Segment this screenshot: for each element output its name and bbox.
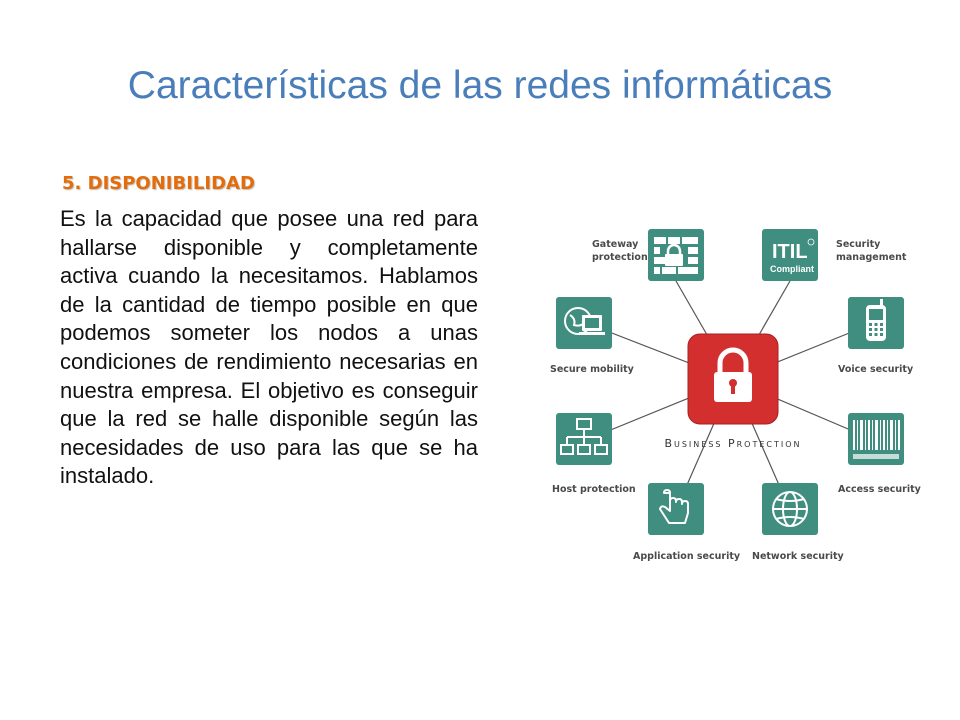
itil-compliant-icon — [762, 229, 818, 281]
business-protection-diagram — [540, 215, 920, 575]
node-label-secure-mobility: Secure mobility — [550, 364, 634, 375]
business-protection-label: Business Protection — [664, 437, 802, 450]
itil-text: ITIL — [772, 241, 808, 263]
node-label-network-security: Network security — [752, 551, 844, 562]
node-label-application-security: Application security — [633, 551, 741, 562]
node-label-gateway-protection — [592, 238, 648, 264]
node-label-host-protection: Host protection — [552, 484, 636, 495]
node-label-line: Security — [836, 239, 881, 250]
slide-title: Características de las redes informáticas — [127, 64, 833, 107]
globe-icon — [762, 483, 818, 535]
firewall-icon — [648, 229, 704, 281]
node-label-line: Gateway — [592, 239, 639, 250]
node-label-voice-security: Voice security — [838, 364, 914, 375]
globe-laptop-icon — [556, 297, 612, 349]
node-label-line: management — [836, 252, 907, 263]
diagram-graphic — [540, 215, 920, 575]
body-paragraph: Es la capacidad que posee una red para hallarse disponible y completamente activa cuando la necesitamos. Hablamos de la cantidad de tiempo posible en que podemos someter los nodos a unas condiciones de rendimiento necesarias en nuestra empresa. El objetivo es conseguir que la red se halle disponible según las necesidades de uso para las que se ha instalado. — [60, 206, 478, 489]
node-label-line: protection — [592, 252, 648, 263]
mobile-phone-icon — [848, 297, 904, 349]
barcode-icon — [848, 413, 904, 465]
node-label-access-security: Access security — [838, 484, 921, 495]
compliant-text: Compliant — [770, 264, 814, 274]
hub-lock-icon — [688, 334, 778, 424]
network-hierarchy-icon — [556, 413, 612, 465]
node-label-security-management — [836, 238, 906, 264]
section-heading: 5. DISPONIBILIDAD — [62, 173, 255, 194]
pointer-hand-icon — [648, 483, 704, 535]
